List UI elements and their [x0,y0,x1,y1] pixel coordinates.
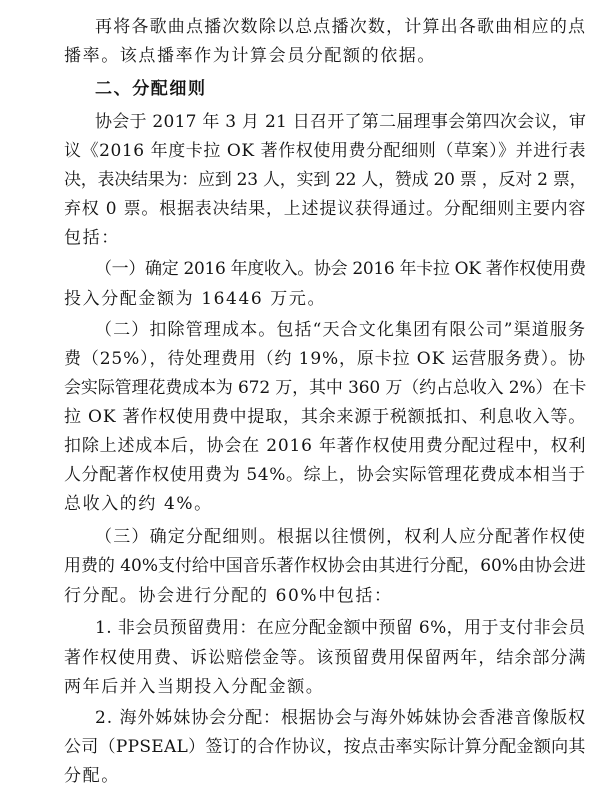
text-line: 用费的 40%支付给中国音乐著作权协会由其进行分配，60%由协会进 [64,556,586,577]
text-line: 弃权 0 票。根据表决结果，上述提议获得通过。分配细则主要内容 [64,199,587,220]
text-line: 费（25%），待处理费用（约 19%，原卡拉 OK 运营服务费）。协 [64,348,586,369]
text-line: 会实际管理花费成本为 672 万，其中 360 万（约占总收入 2%）在卡 [64,377,587,398]
text-line: 协会于 2017 年 3 月 21 日召开了第二届理事会第四次会议，审 [95,111,587,132]
text-line: （一）确定 2016 年度收入。协会 2016 年卡拉 OK 著作权使用费 [95,259,586,280]
text-line: 著作权使用费、诉讼赔偿金等。该预留费用保留两年，结余部分满 [64,647,587,668]
text-line: 公司（PPSEAL）签订的合作协议，按点击率实际计算分配金额向其 [64,736,586,757]
text-line: 议《2016 年度卡拉 OK 著作权使用费分配细则（草案）》并进行表 [64,140,587,161]
text-line: 分配。 [64,766,120,786]
text-line: （二）扣除管理成本。包括“天合文化集团有限公司”渠道服务 [95,319,587,340]
text-line: 2. 海外姊妹协会分配：根据协会与海外姊妹协会香港音像版权 [95,707,587,728]
text-line: 扣除上述成本后，协会在 2016 年著作权使用费分配过程中，权利 [64,436,587,457]
text-line: 总收入的约 4%。 [64,494,213,515]
text-line: 1. 非会员预留费用：在应分配金额中预留 6%，用于支付非会员 [95,618,586,639]
section-heading: 二、分配细则 [95,78,207,99]
text-line: 投入分配金额为 16446 万元。 [64,288,327,309]
text-line: 决，表决结果为：应到 23 人，实到 22 人，赞成 20 票 ，反对 2 票， [64,170,587,191]
text-line: 人分配著作权使用费为 54%。综上，协会实际管理花费成本相当于 [64,465,586,486]
text-line: （三）确定分配细则。根据以往惯例，权利人应分配著作权使 [95,527,587,548]
text-line: 再将各歌曲点播次数除以总点播次数，计算出各歌曲相应的点 [95,17,587,37]
text-line: 播率。该点播率作为计算会员分配额的依据。 [64,46,436,67]
text-line: 拉 OK 著作权使用费中提取，其余来源于税额抵扣、利息收入等。 [64,406,587,427]
text-line: 行分配。协会进行分配的 60%中包括： [64,585,393,606]
text-line: 包括： [64,228,120,249]
text-line: 两年后并入当期投入分配金额。 [64,676,325,697]
